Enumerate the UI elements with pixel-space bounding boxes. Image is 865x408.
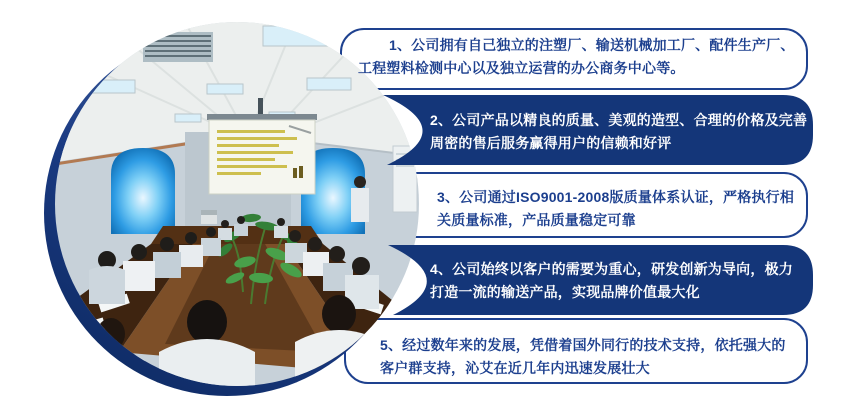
banner-1-text — [358, 34, 795, 80]
banner-5-line-2: 客户群支持，沁艾在近几年内迅速发展壮大 — [380, 360, 650, 376]
banner-3-text — [437, 186, 794, 232]
banner-5-line-1: 5、经过数年来的发展，凭借着国外同行的技术支持，依托强大的 — [380, 337, 786, 353]
banner-5-text — [380, 334, 786, 380]
banner-2-line-2: 周密的售后服务赢得用户的信赖和好评 — [430, 135, 672, 151]
banner-3-line-2: 关质量标准，产品质量稳定可靠 — [437, 212, 636, 228]
banner-4-text — [430, 258, 793, 304]
banner-1-line-2: 工程塑料检测中心以及独立运营的办公商务中心等。 — [358, 60, 685, 76]
banner-3-line-1: 3、公司通过ISO9001-2008版质量体系认证，严格执行相 — [437, 189, 795, 205]
banner-4-line-2: 打造一流的输送产品，实现品牌价值最大化 — [430, 284, 700, 300]
arched-window-left — [111, 148, 175, 234]
banner-2-line-1: 2、公司产品以精良的质量、美观的造型、合理的价格及完善 — [430, 112, 808, 128]
banner-1-line-1: 1、公司拥有自己独立的注塑厂、输送机械加工厂、配件生产厂、 — [389, 37, 795, 53]
banner-4-line-1: 4、公司始终以客户的需要为重心，研发创新为导向，极力 — [430, 261, 793, 277]
banner-2-text — [430, 109, 807, 155]
